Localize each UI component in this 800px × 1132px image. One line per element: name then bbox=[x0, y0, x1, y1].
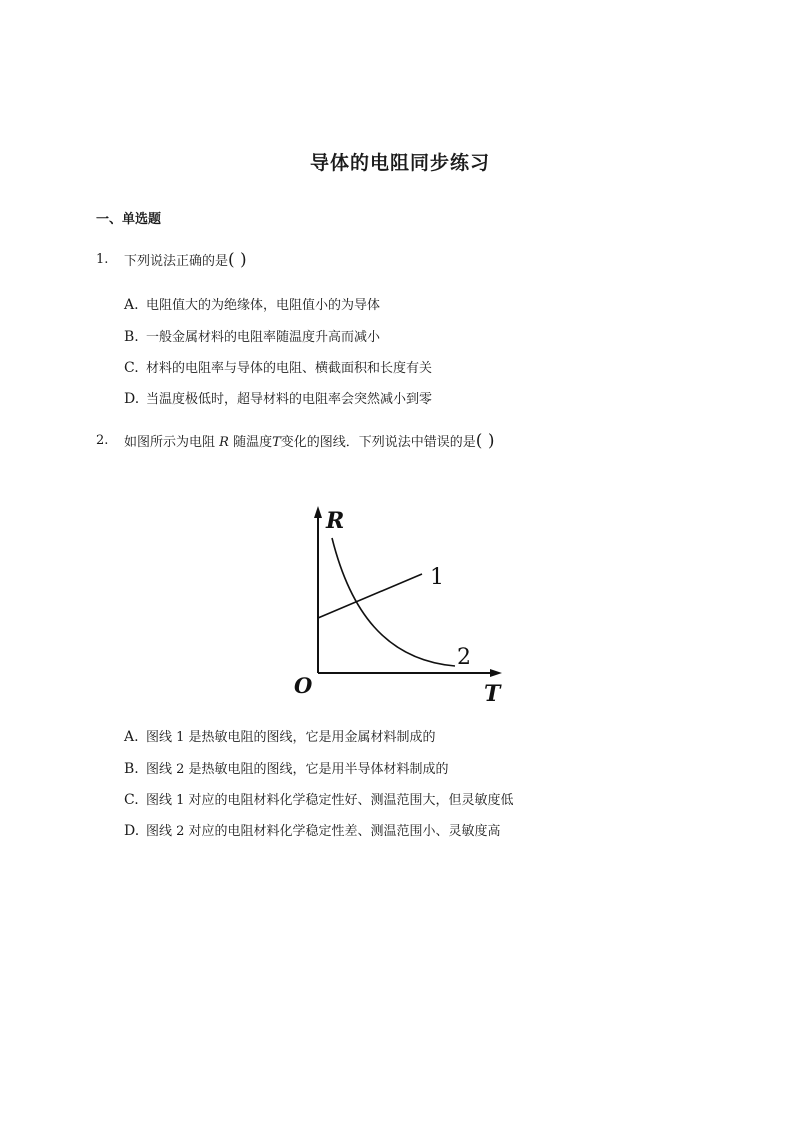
option-2d bbox=[124, 820, 501, 839]
y-axis-arrow bbox=[314, 506, 322, 518]
option-text: 当温度极低时，超导材料的电阻率会突然减小到零 bbox=[146, 392, 433, 407]
line-2-label: 2 bbox=[457, 645, 471, 670]
question-stem-part2: 随温度 bbox=[233, 435, 273, 450]
variable-r: R bbox=[219, 435, 229, 450]
answer-parentheses: ( ) bbox=[475, 431, 495, 451]
x-axis-arrow bbox=[490, 669, 502, 677]
section-heading: 一、单选题 bbox=[96, 212, 162, 227]
origin-label: O bbox=[294, 673, 313, 698]
question-stem-part3: 变化的图线．下列说法中错误的是 bbox=[280, 435, 476, 450]
option-text: 材料的电阻率与导体的电阻、横截面积和长度有关 bbox=[146, 361, 433, 376]
question-number-2: 2. bbox=[96, 433, 109, 448]
page-title: 导体的电阻同步练习 bbox=[309, 152, 490, 174]
option-2c bbox=[124, 789, 514, 808]
y-axis-label: R bbox=[326, 508, 345, 534]
option-2b bbox=[124, 758, 449, 777]
question-text-1 bbox=[124, 250, 247, 270]
option-label: A. bbox=[124, 729, 139, 745]
option-text: 一般金属材料的电阻率随温度升高而减小 bbox=[146, 330, 381, 345]
answer-parentheses: ( ) bbox=[228, 250, 247, 270]
question-number-1: 1. bbox=[96, 252, 109, 267]
option-2a bbox=[124, 726, 436, 745]
resistance-temperature-figure bbox=[290, 500, 510, 710]
option-text: 图线 1 对应的电阻材料化学稳定性好、测温范围大，但灵敏度低 bbox=[146, 793, 514, 808]
graph-curve-2 bbox=[332, 538, 455, 666]
variable-t: T bbox=[272, 435, 281, 450]
option-label: A. bbox=[124, 297, 139, 313]
option-1c bbox=[124, 357, 432, 376]
option-label: C. bbox=[124, 360, 139, 376]
option-text: 电阻值大的为绝缘体，电阻值小的为导体 bbox=[146, 298, 381, 313]
line-1-label: 1 bbox=[430, 565, 444, 590]
graph-line-1 bbox=[318, 574, 422, 618]
option-label: B. bbox=[124, 761, 139, 777]
question-text-2 bbox=[124, 431, 494, 451]
option-text: 图线 2 对应的电阻材料化学稳定性差、测温范围小、灵敏度高 bbox=[146, 824, 501, 839]
option-1d bbox=[124, 388, 432, 407]
option-1a bbox=[124, 294, 380, 313]
question-stem: 下列说法正确的是 bbox=[124, 254, 229, 269]
rt-graph-svg bbox=[290, 500, 510, 710]
option-text: 图线 2 是热敏电阻的图线，它是用半导体材料制成的 bbox=[146, 762, 449, 777]
x-axis-label: T bbox=[484, 681, 501, 707]
option-label: D. bbox=[124, 823, 140, 839]
option-label: B. bbox=[124, 329, 139, 345]
option-label: D. bbox=[124, 391, 140, 407]
question-stem-part1: 如图所示为电阻 bbox=[124, 435, 216, 450]
option-text: 图线 1 是热敏电阻的图线，它是用金属材料制成的 bbox=[146, 730, 436, 745]
option-1b bbox=[124, 326, 380, 345]
option-label: C. bbox=[124, 792, 139, 808]
